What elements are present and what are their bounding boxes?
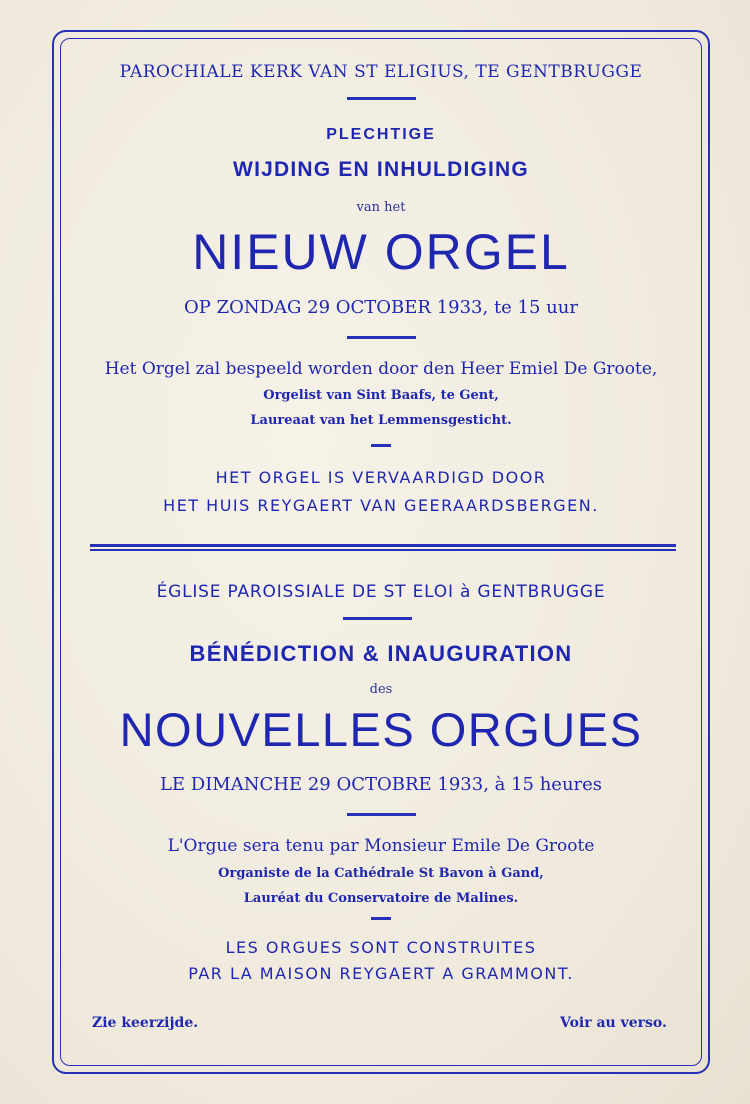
french-performer: L'Orgue sera tenu par Monsieur Emile De Groote	[167, 836, 595, 856]
dutch-performer: Het Orgel zal bespeeld worden door den Heer Emiel De Groote,	[104, 359, 658, 379]
dutch-consecration-title: WIJDING EN INHULDIGING	[233, 158, 529, 181]
french-headline: NOUVELLES ORGUES	[119, 703, 643, 756]
dutch-builder-line1: HET ORGEL IS VERVAARDIGD DOOR	[215, 468, 547, 487]
dutch-date: OP ZONDAG 29 OCTOBER 1933, te 15 uur	[184, 297, 578, 318]
french-blessing-title: BÉNÉDICTION & INAUGURATION	[189, 641, 573, 666]
rule-divider	[347, 336, 416, 339]
dutch-builder-line2: HET HUIS REYGAERT VAN GEERAARDSBERGEN.	[163, 496, 599, 515]
french-of-the: des	[369, 682, 393, 697]
french-builder-line1: LES ORGUES SONT CONSTRUITES	[225, 938, 537, 957]
border-frame-inner	[60, 38, 702, 1066]
dutch-of-the: van het	[356, 200, 406, 215]
footer-right-note: Voir au verso.	[560, 1015, 667, 1031]
dutch-headline: NIEUW ORGEL	[192, 224, 570, 280]
rule-divider	[347, 97, 416, 100]
dutch-solemn: PLECHTIGE	[326, 126, 436, 143]
dutch-performer-role1: Orgelist van Sint Baafs, te Gent,	[263, 388, 499, 403]
french-builder-line2: PAR LA MAISON REYGAERT A GRAMMONT.	[188, 964, 574, 983]
french-performer-role1: Organiste de la Cathédrale St Bavon à Gand,	[218, 866, 544, 881]
french-performer-role2: Lauréat du Conservatoire de Malines.	[243, 891, 519, 906]
rule-divider	[347, 813, 416, 816]
french-date: LE DIMANCHE 29 OCTOBRE 1933, à 15 heures	[159, 774, 603, 795]
footer-left-note: Zie keerzijde.	[92, 1015, 199, 1031]
short-dash	[371, 444, 391, 447]
french-church-name: ÉGLISE PAROISSIALE DE ST ELOI à GENTBRUGGE	[156, 582, 606, 602]
dutch-church-name: PAROCHIALE KERK VAN ST ELIGIUS, TE GENTBRUGGE	[119, 62, 643, 82]
section-double-rule	[90, 544, 676, 551]
dutch-performer-role2: Laureaat van het Lemmensgesticht.	[250, 413, 512, 428]
rule-divider	[343, 617, 412, 620]
short-dash	[371, 917, 391, 920]
